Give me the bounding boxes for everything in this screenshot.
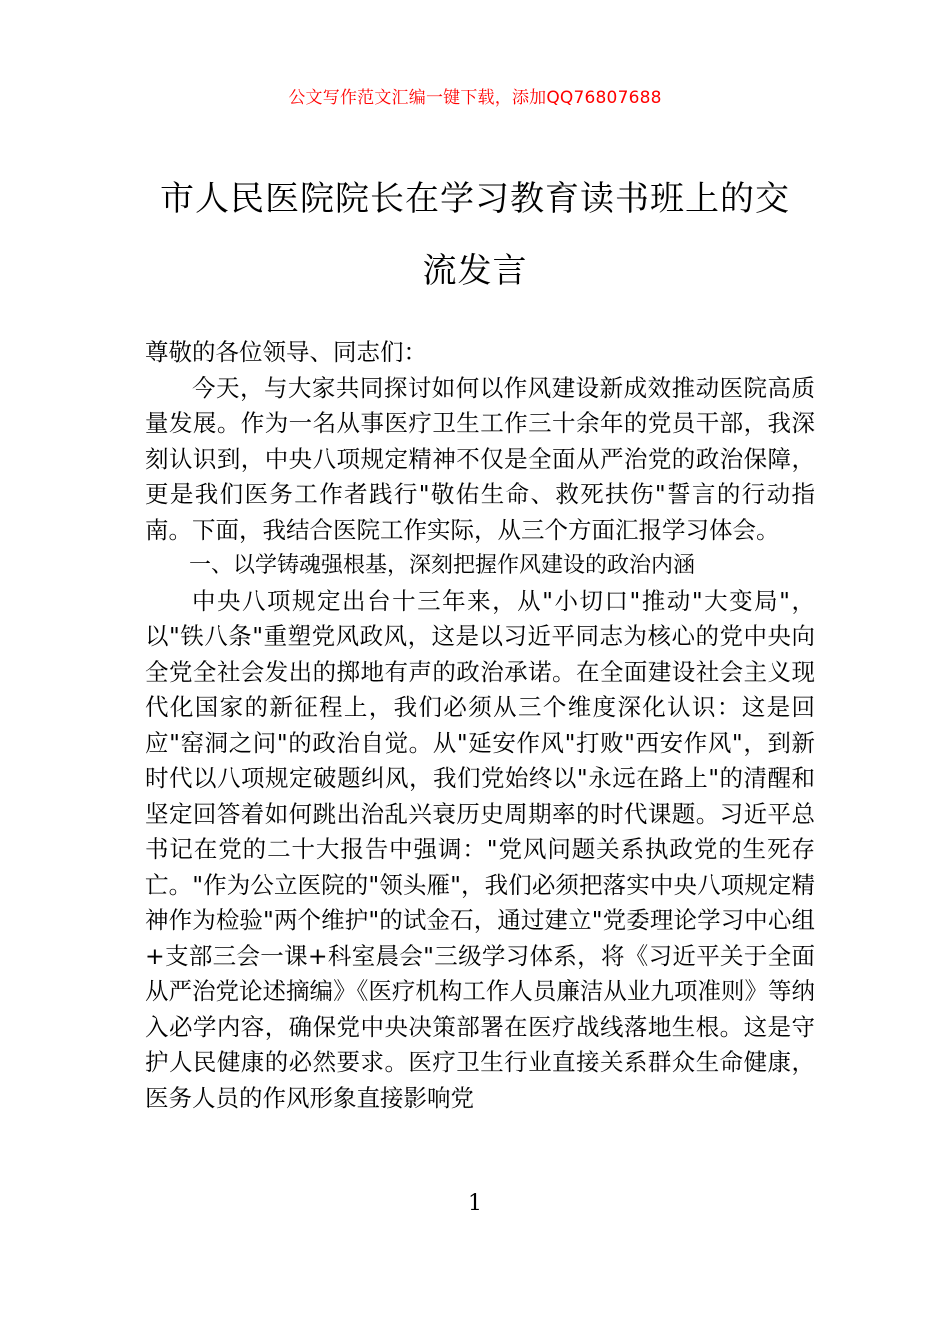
title-line-1: 市人民医院院长在学习教育读书班上的交 [160, 179, 790, 219]
section-1-paragraph: 中央八项规定出台十三年来，从"小切口"推动"大变局"，以"铁八条"重塑党风政风，这是以习近平同志为核心的党中央向全党全社会发出的掷地有声的政治承诺。在全面建设社会主义现代化国家的新征程上，我们必须从三个维度深化认识：这是回应"窑洞之问"的政治自觉。从"延安作风"打败"西安作风"，到新时代以八项规定破题纠风，我们党始终以"永远在路上"的清醒和坚定回答着如何跳出治乱兴衰历史周期率的时代课题。习近平总书记在党的二十大报告中强调："党风问题关系执政党的生死存亡。"作为公立医院的"领头雁"，我们必须把落实中央八项规定精神作为检验"两个维护"的试金石，通过建立"党委理论学习中心组+支部三会一课+科室晨会"三级学习体系，将《习近平关于全面从严治党论述摘编》《医疗机构工作人员廉洁从业九项准则》等纳入必学内容，确保党中央决策部署在医疗战线落地生根。这是守护人民健康的必然要求。医疗卫生行业直接关系群众生命健康，医务人员的作风形象直接影响党 [145, 586, 815, 1112]
title-line-2: 流发言 [422, 251, 528, 291]
page-number: 1 [468, 1191, 482, 1216]
section-1-heading: 一、以学铸魂强根基，深刻把握作风建设的政治内涵 [189, 553, 696, 578]
document-title [130, 163, 820, 307]
document-body [145, 335, 815, 1116]
download-banner: 公文写作范文汇编一键下载，添加QQ76807688 [288, 88, 662, 108]
salutation: 尊敬的各位领导、同志们： [145, 338, 427, 366]
intro-paragraph: 今天，与大家共同探讨如何以作风建设新成效推动医院高质量发展。作为一名从事医疗卫生工作三十余年的党员干部，我深刻认识到，中央八项规定精神不仅是全面从严治党的政治保障，更是我们医务工作者践行"敬佑生命、救死扶伤"誓言的行动指南。下面，我结合医院工作实际，从三个方面汇报学习体会。 [145, 373, 815, 544]
